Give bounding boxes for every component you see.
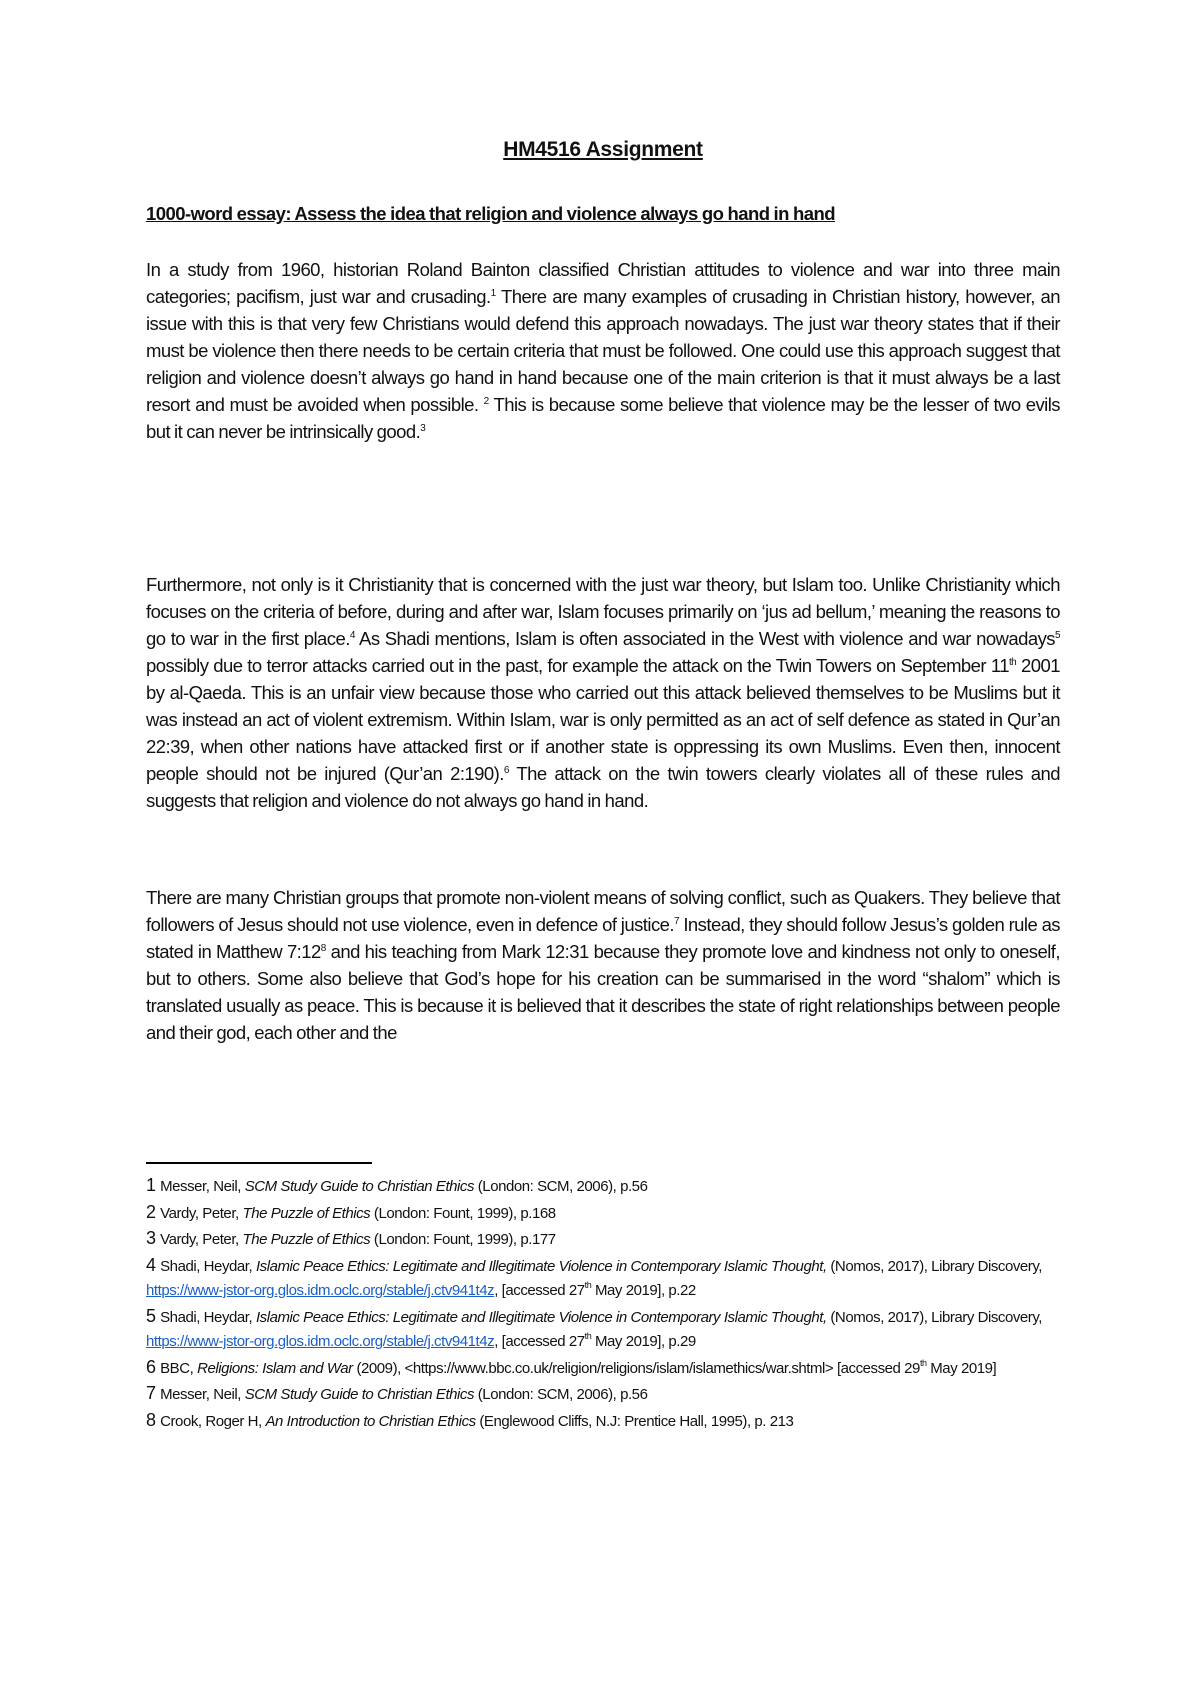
footnote-ref: 4 [349,630,355,641]
footnote-6: 6 BBC, Religions: Islam and War (2009), <https://www.bbc.co.uk/religion/religions/islam/islamethics/war.shtml> [accessed 29th May 2019] [146,1356,997,1377]
footnote-ref: 6 [503,765,509,776]
footnote-ref: 7 [673,916,679,927]
footnote-3: 3 Vardy, Peter, The Puzzle of Ethics (London: Fount, 1999), p.177 [146,1228,556,1248]
footnote-number: 8 [146,1409,161,1430]
footnote-7: 7 Messer, Neil, SCM Study Guide to Christian Ethics (London: SCM, 2006), p.56 [146,1383,648,1403]
ordinal-suffix: th [584,1280,592,1290]
essay-question: 1000-word essay: Assess the idea that religion and violence always go hand in hand [146,203,835,224]
citation-title: Religions: Islam and War [197,1359,353,1377]
footnote-ref: 8 [320,943,326,954]
ordinal-suffix: th [584,1331,592,1341]
footnotes [146,1173,1060,1434]
footnote-5: 5 Shadi, Heydar, Islamic Peace Ethics: Legitimate and Illegitimate Violence in Contemporary Islamic Thought, (Nomos, 2017), Library Discovery, https://www-jstor-org.glos.idm.oclc.org/stable/j.ctv941t4z, [accessed 27th May 2019], p.29 [146,1305,1042,1350]
footnote-number: 3 [146,1228,161,1248]
footnote-number: 5 [146,1305,161,1326]
footnote-number: 1 [146,1175,161,1195]
citation-title: The Puzzle of Ethics [242,1231,371,1248]
footnote-2: 2 Vardy, Peter, The Puzzle of Ethics (London: Fount, 1999), p.168 [146,1201,556,1222]
citation-title: SCM Study Guide to Christian Ethics [244,1178,475,1195]
footnote-ref: 3 [420,423,426,434]
paragraph-3: There are many Christian groups that promote non-violent means of solving conflict, such as Quakers. They believe that followers of Jesus should not use violence, even in defence of justice.$^7$ Instead, they should follow Jesus’s golden rule as stated in Matthew $7:12^8$ and his teaching from Mark 12:31 because they promote love and kindness not only to oneself, but to others. Some also believe that God’s hope for his creation can be summarised in the word “shalom” which is translated usually as peace. This is because it is believed that it describes the state of right relationships between people and their god, each other and the [146,887,1061,1043]
citation-title: Islamic Peace Ethics: Legitimate and Illegitimate Violence in Contemporary Islamic Thought, [255,1257,827,1275]
footnote-8: 8 Crook, Roger H, An Introduction to Christian Ethics (Englewood Cliffs, N.J: Prentice Hall, 1995), p. 213 [146,1409,794,1430]
footnote-separator [146,1162,372,1164]
footnote-number: 7 [146,1383,161,1403]
paragraph-1: In a study from 1960, historian Roland Bainton classified Christian attitudes to violence and war into three main categories; pacifism, just war and crusading.$^1$ There are many examples of crusading in Christian history, however, an issue with this is that very few Christians would defend this approach nowadays. The just war theory states that if their must be violence then there needs to be certain criteria that must be followed. One could use this approach suggest that religion and violence doesn’t always go hand in hand because one of the main criterion is that it must always be a last resort and must be avoided when possible. $^2$ This is because some believe that violence may be the lesser of two evils but it can never be intrinsically good.$^3$ [146,259,1060,442]
citation-title: SCM Study Guide to Christian Ethics [244,1386,475,1403]
citation-title: The Puzzle of Ethics [242,1204,371,1222]
footnote-4: 4 Shadi, Heydar, Islamic Peace Ethics: Legitimate and Illegitimate Violence in Contemporary Islamic Thought, (Nomos, 2017), Library Discovery, https://www-jstor-org.glos.idm.oclc.org/stable/j.ctv941t4z, [accessed 27th May 2019], p.22 [146,1254,1042,1299]
footnote-ref: 5 [1054,630,1060,641]
paragraph-2: Furthermore, not only is it Christianity that is concerned with the just war theory, but Islam too. Unlike Christianity which focuses on the criteria of before, during and after war, Islam focuses primarily on ‘jus ad bellum,’ meaning the reasons to go to war in the first place.$^4$ As Shadi mentions, Islam is often associated in the West with violence and war nowadays$^5$ possibly due to terror attacks carried out in the past, for example the attack on the Twin Towers on September 11th 2001 by al-Qaeda. This is an unfair view because those who carried out this attack believed themselves to be Muslims but it was instead an act of violent extremism. Within Islam, war is only permitted as an act of self defence as stated in Qur’an 22:39, when other nations have attacked first or if another state is oppressing its own Muslims. Even then, innocent people should not be injured (Qur’an 2:190).$^6$ The attack on the twin towers clearly violates all of these rules and suggests that religion and violence do not always go hand in hand. [146,574,1060,811]
footnote-ref: 2 [483,396,489,407]
footnote-ref: 1 [490,288,496,299]
ordinal-suffix: th [919,1357,927,1368]
document-title: HM4516 Assignment [503,138,703,161]
footnote-ref: th [1008,657,1017,668]
citation-link[interactable]: https://www-jstor-org.glos.idm.oclc.org/stable/j.ctv941t4z [146,1333,495,1350]
citation-title: An Introduction to Christian Ethics [265,1412,476,1430]
footnote-1: 1 Messer, Neil, SCM Study Guide to Christian Ethics (London: SCM, 2006), p.56 [146,1175,648,1195]
footnote-number: 6 [146,1356,161,1377]
citation-title: Islamic Peace Ethics: Legitimate and Illegitimate Violence in Contemporary Islamic Thought, [255,1308,827,1326]
footnote-number: 2 [146,1201,161,1222]
citation-link[interactable]: https://www-jstor-org.glos.idm.oclc.org/stable/j.ctv941t4z [146,1282,495,1299]
footnote-number: 4 [146,1254,161,1275]
